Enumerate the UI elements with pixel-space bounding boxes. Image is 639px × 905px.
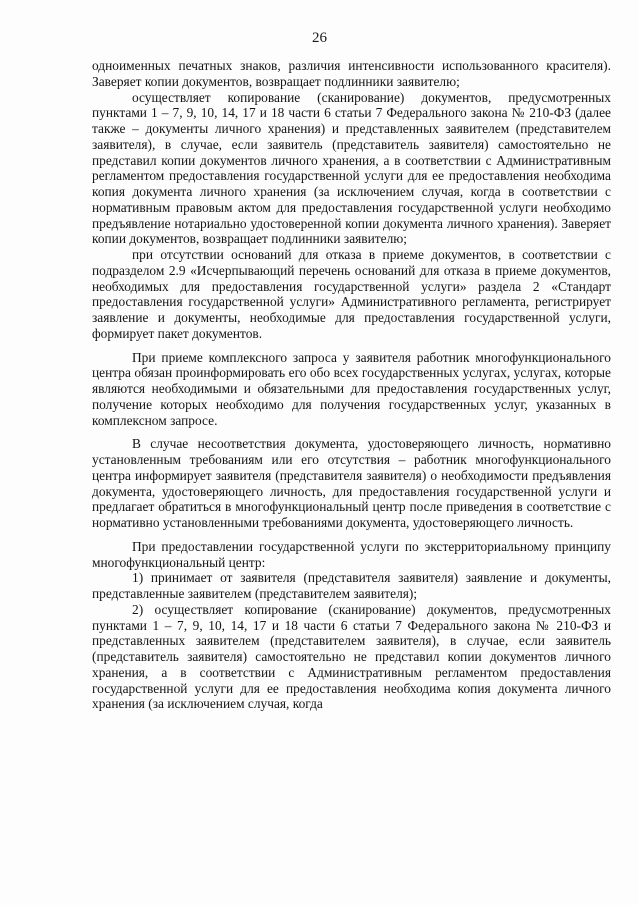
paragraph-identity-document: В случае несоответствия документа, удостоверяющего личность, нормативно установленным требованиям или его отсутствия – работник многофункционального центра информирует заявителя (представителя заявителя) о необходимости предъявления документа, удостоверяющего личность, для предоставления государственной услуги и предлагает обратиться в многофункциональный центр после приведения в соответствие с нормативно установленными требованиями документа, удостоверяющего личность. — [92, 436, 611, 530]
paragraph-registration: при отсутствии оснований для отказа в приеме документов, в соответствии с подразделом 2.9 «Исчерпывающий перечень оснований для отказа в приеме документов, необходимых для предоставления государственной услуги» раздела 2 «Стандарт предоставления государственной услуги» Административного регламента, регистрирует заявление и документы, необходимые для предоставления государственной услуги, формирует пакет документов. — [92, 247, 611, 341]
paragraph-complex-request: При приеме комплексного запроса у заявителя работник многофункционального центра обязан проинформировать его обо всех государственных услугах, услугах, которые являются необходимыми и обязательными для предоставления государственных услуг, получение которых необходимо для получения государственных услуг, указанных в комплексном запросе. — [92, 349, 611, 428]
page-number: 26 — [312, 30, 327, 46]
paragraph-copying-documents: осуществляет копирование (сканирование) документов, предусмотренных пунктами 1 – 7, 9, 10, 14, 17 и 18 части 6 статьи 7 Федерального закона № 210-ФЗ (далее также – документы личного хранения) и представленных заявителем (представителем заявителя), в случае, если заявитель (представитель заявителя) самостоятельно не представил копии документов личного хранения, а в соответствии с Административным регламентом предоставления государственной услуги для ее предоставления необходима копия документа личного хранения (за исключением случая, когда в соответствии с нормативным правовым актом для предоставления государственной услуги необходимо предъявление нотариально удостоверенной копии документа личного хранения). Заверяет копии документов, возвращает подлинники заявителю; — [92, 89, 611, 247]
paragraph-continuation: одноименных печатных знаков, различия интенсивности использованного красителя). Заверяет копии документов, возвращает подлинники заявителю; — [92, 58, 611, 89]
list-item-2: 2) осуществляет копирование (сканирование) документов, предусмотренных пунктами 1 – 7, 9, 10, 14, 17 и 18 части 6 статьи 7 Федерального закона № 210-ФЗ и представленных заявителем (представителем заявителя), в случае, если заявитель (представитель заявителя) самостоятельно не представил копии документов личного хранения, а в соответствии с Административным регламентом предоставления государственной услуги для ее предоставления необходима копия документа личного хранения (за исключением случая, когда — [92, 601, 611, 712]
paragraph-extraterritorial: При предоставлении государственной услуги по экстерриториальному принципу многофункциональный центр: — [92, 538, 611, 570]
list-item-1: 1) принимает от заявителя (представителя заявителя) заявление и документы, представленные заявителем (представителем заявителя); — [92, 570, 611, 601]
document-body — [92, 58, 611, 712]
